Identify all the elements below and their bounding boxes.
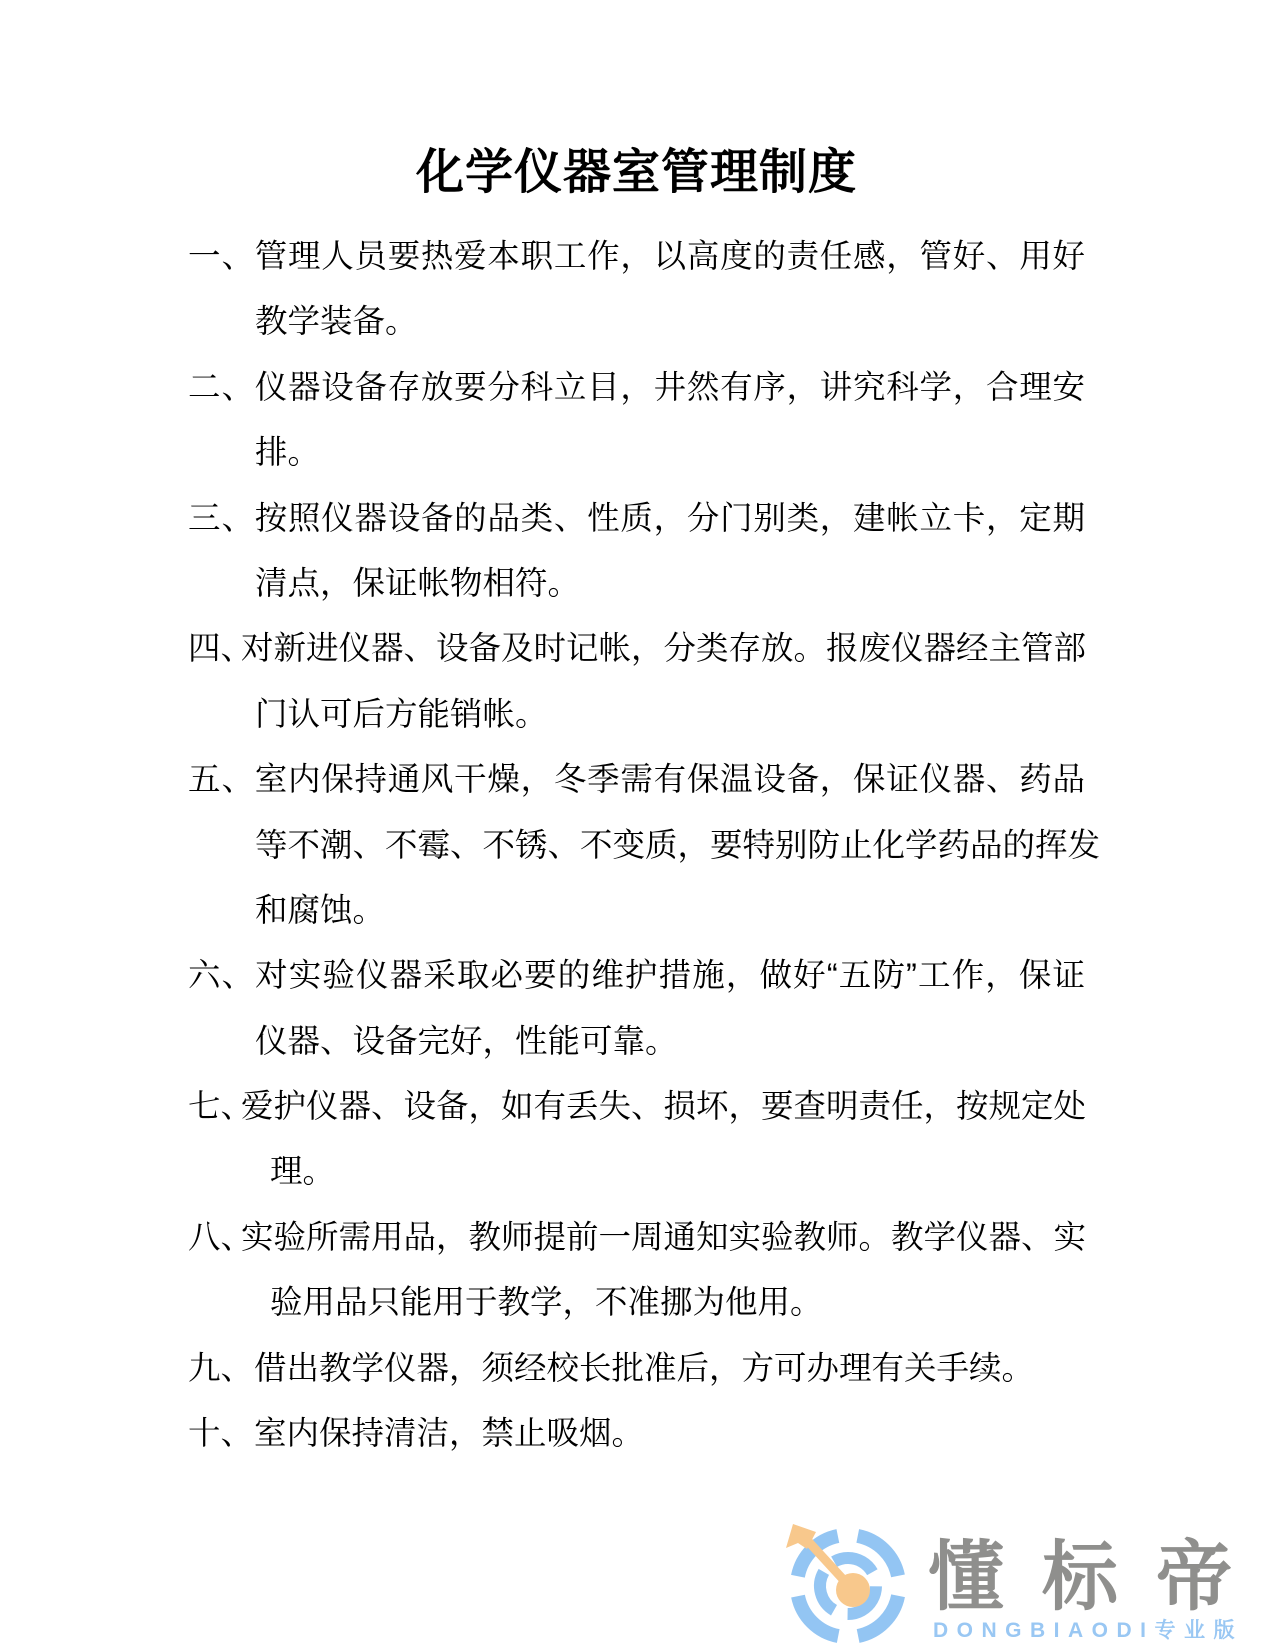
line-text: 仪器设备存放要分科立目，井然有序，讲究科学，合理安: [254, 368, 1085, 405]
document-body: [188, 224, 1101, 1466]
document-line: [188, 224, 1085, 289]
document-line: [188, 1336, 1085, 1401]
line-text: 仪器、设备完好，性能可靠。: [255, 1022, 678, 1059]
document-line: [188, 551, 1085, 616]
document-line: [188, 813, 1101, 878]
document-title: 化学仪器室管理制度: [415, 146, 857, 199]
line-text: 室内保持清洁，禁止吸烟。: [254, 1415, 645, 1452]
watermark: [783, 1516, 1270, 1651]
watermark-brand-text: 懂标帝: [928, 1535, 1270, 1620]
document-line: [188, 355, 1085, 420]
line-text: 室内保持通风干燥，冬季需有保温设备，保证仪器、药品: [254, 761, 1085, 798]
document-line: [188, 1009, 1085, 1074]
document-line: [188, 486, 1085, 551]
list-number: 三、: [188, 499, 254, 536]
line-text: 按照仪器设备的品类、性质，分门别类，建帐立卡，定期: [254, 499, 1085, 536]
list-number: 九、: [188, 1349, 254, 1386]
line-text: 管理人员要热爱本职工作，以高度的责任感，管好、用好: [254, 238, 1085, 274]
document-line: [188, 747, 1085, 812]
line-text: 实验所需用品，教师提前一周通知实验教师。教学仪器、实: [241, 1218, 1087, 1255]
watermark-subtitle-text: DONGBIAODI专业版: [933, 1619, 1243, 1642]
list-number: 一、: [188, 238, 254, 274]
document-line: [188, 616, 1085, 681]
document-line: [188, 289, 1085, 354]
line-text: 教学装备。: [255, 303, 418, 340]
document-line: [188, 1139, 1085, 1204]
list-number: 七、: [188, 1088, 254, 1125]
line-text: 验用品只能用于教学，不准挪为他用。: [270, 1284, 823, 1321]
line-text: 理。: [270, 1153, 336, 1190]
document-line: [188, 1401, 1085, 1466]
line-text: 爱护仪器、设备，如有丢失、损坏，要查明责任，按规定处: [241, 1088, 1087, 1125]
list-number: 六、: [188, 957, 254, 994]
line-text: 等不潮、不霉、不锈、不变质，要特别防止化学药品的挥发: [255, 826, 1101, 863]
line-text: 借出教学仪器，须经校长批准后，方可办理有关手续。: [254, 1349, 1035, 1386]
document-line: [188, 1270, 1085, 1335]
document-line: [188, 1205, 1085, 1270]
line-text: 对新进仪器、设备及时记帐，分类存放。报废仪器经主管部: [241, 630, 1087, 667]
dart-target-logo-icon: [783, 1518, 915, 1650]
document-line: [188, 1074, 1085, 1139]
document-line: [188, 943, 1085, 1008]
document-line: [188, 878, 1085, 943]
list-number: 四、: [188, 630, 254, 667]
list-number: 二、: [188, 368, 254, 405]
list-number: 八、: [188, 1218, 254, 1255]
line-text: 排。: [255, 434, 321, 471]
document-line: [188, 420, 1085, 485]
line-text: 和腐蚀。: [255, 891, 386, 928]
line-text: 清点，保证帐物相符。: [255, 564, 581, 601]
line-text: 门认可后方能销帐。: [255, 695, 548, 732]
list-number: 十、: [188, 1415, 254, 1452]
document-line: [188, 682, 1085, 747]
list-number: 五、: [188, 761, 254, 798]
line-text: 对实验仪器采取必要的维护措施，做好“五防”工作，保证: [254, 957, 1085, 994]
